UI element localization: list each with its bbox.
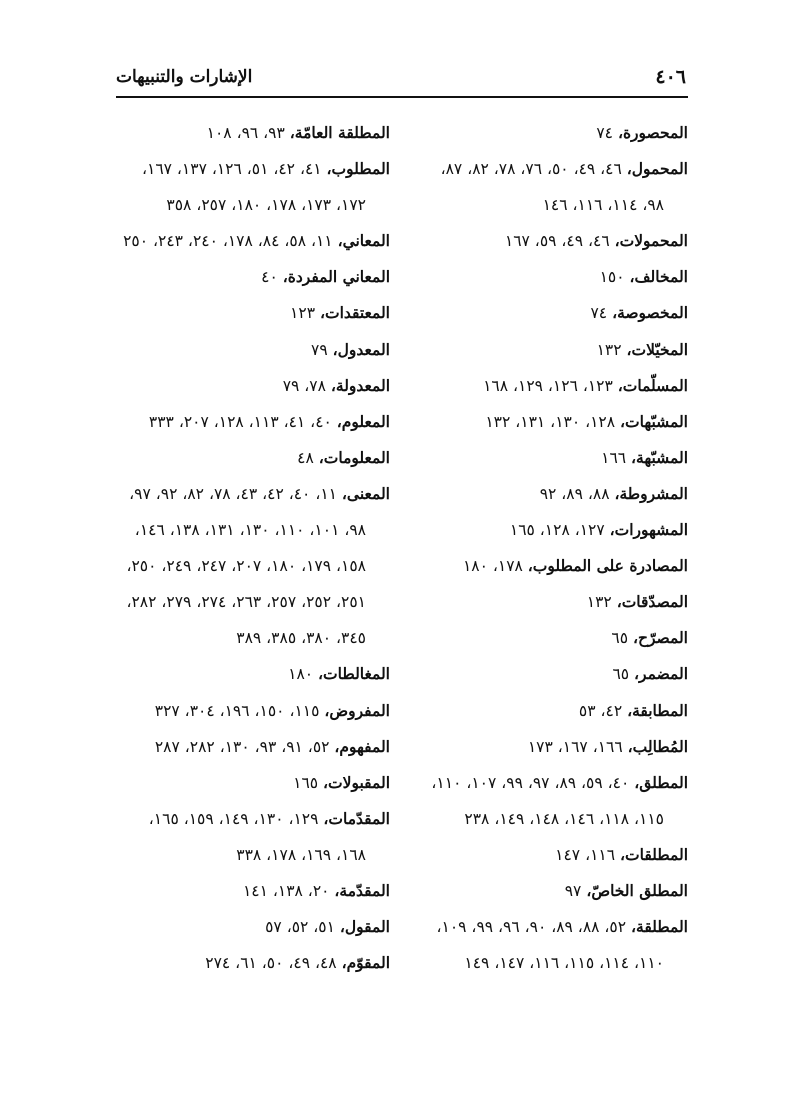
index-term: المعنى، <box>341 483 390 503</box>
index-term: المفهوم، <box>334 736 390 756</box>
index-entry <box>388 909 688 945</box>
index-term: المقبولات، <box>323 772 390 792</box>
page-references: ٧٨، ٧٩ <box>282 376 326 395</box>
page-references: ٥٢، ٨٨، ٨٩، ٩٠، ٩٦، ٩٩، ١٠٩، <box>436 918 627 937</box>
page-references: ٥١، ٥٢، ٥٧ <box>265 918 335 937</box>
index-entry <box>100 404 390 440</box>
page-references: ٧٤ <box>596 124 613 142</box>
page-references: ١٧٨، ١٨٠ <box>462 557 523 576</box>
index-term: المعلومات، <box>318 447 390 467</box>
index-entry <box>100 368 390 404</box>
index-entry <box>388 295 688 331</box>
index-term: المقوّم، <box>341 953 390 973</box>
page-references: ٤٨، ٤٩، ٥٠، ٦١، ٢٧٤ <box>205 954 337 973</box>
index-entry <box>388 223 688 259</box>
page-references: ١١٥، ١٥٠، ١٩٦، ٣٠٤، ٣٢٧ <box>154 701 320 720</box>
index-column-left <box>100 115 390 981</box>
index-term: المعدولة، <box>330 375 390 395</box>
page-references: ١٢٣ <box>290 304 316 323</box>
index-entry <box>388 151 688 187</box>
index-entry <box>388 873 688 909</box>
index-entry <box>100 440 390 476</box>
index-entry-continuation <box>100 584 390 620</box>
index-entry <box>388 729 688 765</box>
page-references: ١٦٨، ١٦٩، ١٧٨، ٣٣٨ <box>236 845 366 864</box>
index-entry <box>100 729 390 765</box>
index-term: المقول، <box>339 917 390 937</box>
page-references: ٣٤٥، ٣٨٠، ٣٨٥، ٣٨٩ <box>236 629 366 648</box>
index-term: المغالطات، <box>318 664 390 684</box>
index-entry <box>388 620 688 656</box>
page-references: ٤٠، ٥٩، ٨٩، ٩٧، ٩٩، ١٠٧، ١١٠، <box>431 773 630 792</box>
index-entry-continuation <box>388 945 688 981</box>
index-term: المعلوم، <box>336 411 390 431</box>
page-references: ٩٣، ٩٦، ١٠٨ <box>206 124 285 142</box>
page-references: ١٥٠ <box>599 268 625 287</box>
index-term: المخصوصة، <box>612 303 688 323</box>
index-term: المشروطة، <box>614 483 688 503</box>
page-references: ١١، ٥٨، ٨٤، ١٧٨، ٢٤٠، ٢٤٣، ٢٥٠ <box>123 232 333 251</box>
index-entry <box>100 151 390 187</box>
index-term: المحمولات، <box>614 231 688 251</box>
index-entry <box>100 656 390 692</box>
index-entry-continuation <box>100 620 390 656</box>
page-references: ٦٥ <box>612 665 630 684</box>
index-entry <box>388 765 688 801</box>
index-entry-continuation <box>100 512 390 548</box>
page-number: ٤٠٦ <box>655 66 686 88</box>
index-term: المطابقة، <box>627 700 688 720</box>
page-references: ٩٨، ١١٤، ١١٦، ١٤٦ <box>542 196 664 215</box>
index-term: المسلّمات، <box>617 375 688 395</box>
index-term: المشبّهة، <box>631 447 688 467</box>
index-entry-continuation <box>100 187 390 223</box>
index-term: المشهورات، <box>609 520 688 540</box>
index-entry <box>388 584 688 620</box>
page-references: ١٦٦ <box>601 448 627 467</box>
index-entry <box>100 873 390 909</box>
index-entry <box>388 115 688 151</box>
index-entry <box>100 476 390 512</box>
index-entry <box>388 368 688 404</box>
index-entry <box>100 295 390 331</box>
page-references: ١٣٢ <box>596 340 622 359</box>
index-entry <box>388 440 688 476</box>
index-entry-continuation <box>388 801 688 837</box>
index-term: المخالف، <box>629 267 688 287</box>
page-references: ٦٥ <box>611 629 629 648</box>
index-entry <box>388 476 688 512</box>
page-references: ١٢٧، ١٢٨، ١٦٥ <box>509 521 605 540</box>
page-references: ٤٦، ٤٩، ٥٠، ٧٦، ٧٨، ٨٢، ٨٧، <box>440 160 622 179</box>
page-references: ١١، ٤٠، ٤٢، ٤٣، ٧٨، ٨٢، ٩٢، ٩٧، <box>129 484 337 503</box>
index-term: المطلق الخاصّ، <box>586 880 688 900</box>
index-term: المصرّح، <box>633 628 688 648</box>
index-entry-continuation <box>100 837 390 873</box>
page-references: ١٢٣، ١٢٦، ١٢٩، ١٦٨ <box>483 376 613 395</box>
index-entry <box>100 259 390 295</box>
index-entry <box>388 837 688 873</box>
page-references: ٩٧ <box>564 881 582 900</box>
page-references: ٤١، ٤٢، ٥١، ١٢٦، ١٣٧، ١٦٧، <box>141 160 322 179</box>
page-references: ٤٠ <box>261 268 278 287</box>
page-references: ٤٢، ٥٣ <box>578 701 623 720</box>
index-entry <box>100 223 390 259</box>
index-term: المطلقة، <box>631 917 688 937</box>
index-term: المطلوب، <box>326 159 390 179</box>
page-references: ١٢٨، ١٣٠، ١٣١، ١٣٢ <box>485 412 616 431</box>
index-term: المقدّمات، <box>323 808 390 828</box>
index-term: المطلقات، <box>620 844 688 864</box>
index-entry <box>388 404 688 440</box>
index-term: المفروض، <box>324 700 390 720</box>
page-references: ١٦٦، ١٦٧، ١٧٣ <box>527 737 623 756</box>
index-term: المصدّقات، <box>616 592 688 612</box>
index-entry <box>100 765 390 801</box>
index-entry <box>100 332 390 368</box>
page-references: ٢٥١، ٢٥٢، ٢٥٧، ٢٦٣، ٢٧٤، ٢٧٩، ٢٨٢، <box>126 593 366 612</box>
index-term: المعاني المفردة، <box>282 267 390 287</box>
index-entry <box>388 332 688 368</box>
page-references: ٧٩ <box>311 340 328 359</box>
index-entry <box>388 656 688 692</box>
index-entry <box>388 548 688 584</box>
index-entry <box>388 512 688 548</box>
index-term: المعدول، <box>332 339 390 359</box>
index-term: المصادرة على المطلوب، <box>527 556 688 576</box>
page-references: ١١٥، ١١٨، ١٤٦، ١٤٨، ١٤٩، ٢٣٨ <box>464 809 664 828</box>
index-term: المعتقدات، <box>319 303 390 323</box>
index-term: المخيّلات، <box>626 339 688 359</box>
index-entry <box>100 693 390 729</box>
page-references: ٤٠، ٤١، ١١٣، ١٢٨، ٢٠٧، ٣٣٣ <box>148 412 332 431</box>
index-term: المطلقة العامّة، <box>289 123 390 142</box>
page-references: ٨٨، ٨٩، ٩٢ <box>539 484 610 503</box>
page-references: ١٢٩، ١٣٠، ١٤٩، ١٥٩، ١٦٥، <box>148 809 319 828</box>
page-references: ١٧٢، ١٧٣، ١٧٨، ١٨٠، ٢٥٧، ٣٥٨ <box>166 196 366 215</box>
page-references: ١٨٠ <box>288 665 314 684</box>
page-references: ١٦٥ <box>293 773 319 792</box>
index-entry-continuation <box>388 187 688 223</box>
index-entry <box>100 115 390 151</box>
running-title: الإشارات والتنبيهات <box>116 67 253 87</box>
page-references: ١١٠، ١١٤، ١١٥، ١١٦، ١٤٧، ١٤٩ <box>464 954 664 973</box>
page-references: ٥٢، ٩١، ٩٣، ١٣٠، ٢٨٢، ٢٨٧ <box>154 737 330 756</box>
page-references: ٩٨، ١٠١، ١١٠، ١٣٠، ١٣١، ١٣٨، ١٤٦، <box>134 521 366 540</box>
page-references: ٢٠، ١٣٨، ١٤١ <box>242 881 330 900</box>
index-term: المُطالِب، <box>627 736 688 756</box>
index-entry <box>388 259 688 295</box>
page-references: ٤٨ <box>297 448 314 467</box>
index-entry <box>100 945 390 981</box>
index-entry <box>100 801 390 837</box>
page-references: ١٥٨، ١٧٩، ١٨٠، ٢٠٧، ٢٤٧، ٢٤٩، ٢٥٠، <box>126 557 366 576</box>
index-term: المقدّمة، <box>334 880 390 900</box>
page-header <box>116 62 688 98</box>
index-term: المعاني، <box>337 231 390 251</box>
index-term: المضمر، <box>634 664 688 684</box>
index-entry-continuation <box>100 548 390 584</box>
page-references: ٤٦، ٤٩، ٥٩، ١٦٧ <box>504 232 610 251</box>
index-column-right <box>388 115 688 981</box>
index-term: المطلق، <box>634 772 688 792</box>
page-references: ٧٤ <box>590 304 608 323</box>
index-term: المحمول، <box>626 159 688 179</box>
index-term: المحصورة، <box>617 123 688 142</box>
index-entry <box>388 693 688 729</box>
index-entry <box>100 909 390 945</box>
page-references: ١٣٢ <box>586 593 612 612</box>
index-term: المشبّهات، <box>620 411 688 431</box>
page-references: ١١٦، ١٤٧ <box>555 845 616 864</box>
